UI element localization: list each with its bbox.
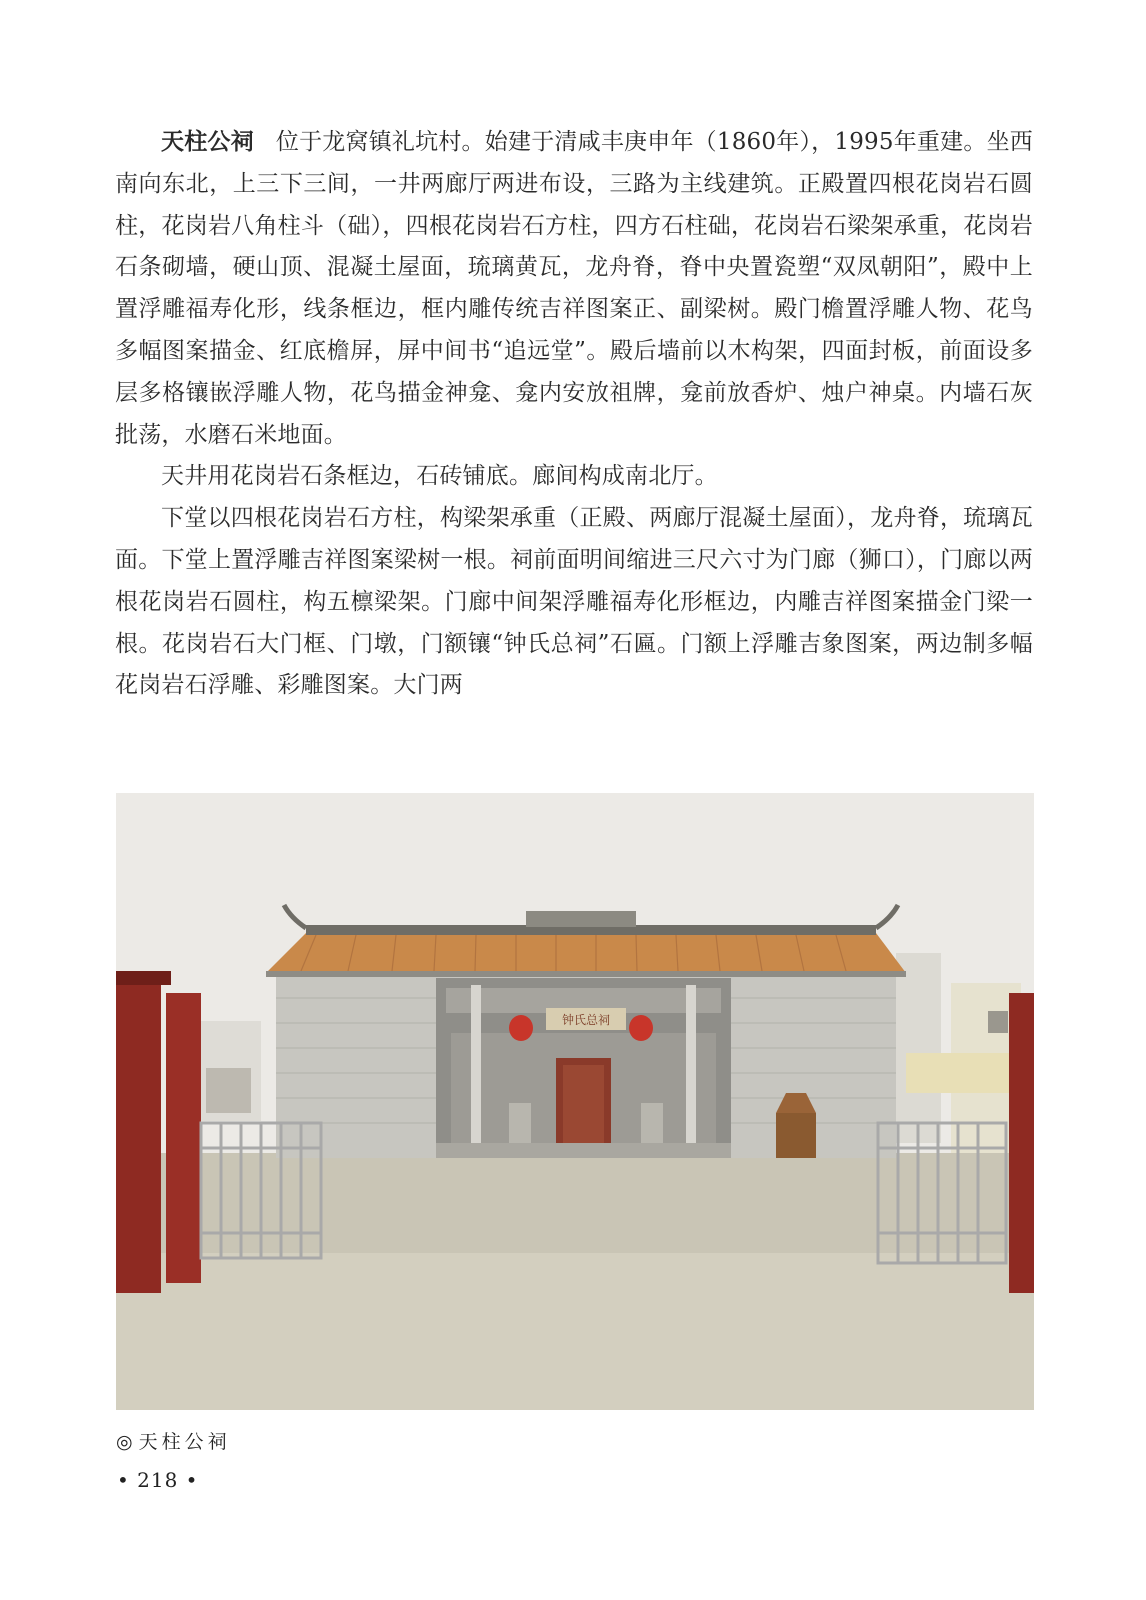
article-body [115,122,1033,707]
paragraph-1-text: 位于龙窝镇礼坑村。始建于清咸丰庚申年（1860年），1995年重建。坐西南向东北，上三下三间，一井两廊厅两进布设，三路为主线建筑。正殿置四根花岗岩石圆柱，花岗岩八角柱斗（础），四根花岗岩石方柱，四方石柱础，花岗岩石梁架承重，花岗岩石条砌墙，硬山顶、混凝土屋面，琉璃黄瓦，龙舟脊，脊中央置瓷塑“双凤朝阳”，殿中上置浮雕福寿化形，线条框边，框内雕传统吉祥图案正、副梁树。殿门檐置浮雕人物、花鸟多幅图案描金、红底檐屏，屏中间书“追远堂”。殿后墙前以木构架，四面封板，前面设多层多格镶嵌浮雕人物，花鸟描金神龛、龛内安放祖牌，龛前放香炉、烛户神桌。内墙石灰批荡，水磨石米地面。 [115,129,1033,448]
figure-caption [116,1427,231,1454]
plaque-text: 钟氏总祠 [561,1013,611,1027]
entry-title: 天柱公祠 [161,129,254,155]
paragraph-1 [115,122,1033,456]
caption-mark: ◎ [116,1431,133,1453]
caption-text: 天柱公祠 [138,1431,231,1453]
paragraph-3: 下堂以四根花岗岩石方柱，构梁架承重（正殿、两廊厅混凝土屋面），龙舟脊，琉璃瓦面。下堂上置浮雕吉祥图案梁树一根。祠前面明间缩进三尺六寸为门廊（狮口），门廊以两根花岗岩石圆柱，构五檩梁架。门廊中间架浮雕福寿化形框边，内雕吉祥图案描金门梁一根。花岗岩石大门框、门墩，门额镶“钟氏总祠”石匾。门额上浮雕吉象图案，两边制多幅花岗岩石浮雕、彩雕图案。大门两 [115,505,1033,699]
page-number: • 218 • [117,1468,199,1492]
paragraph-2: 天井用花岗岩石条框边，石砖铺底。廊间构成南北厅。 [161,463,718,490]
ancestral-hall-photo [116,793,1034,1410]
